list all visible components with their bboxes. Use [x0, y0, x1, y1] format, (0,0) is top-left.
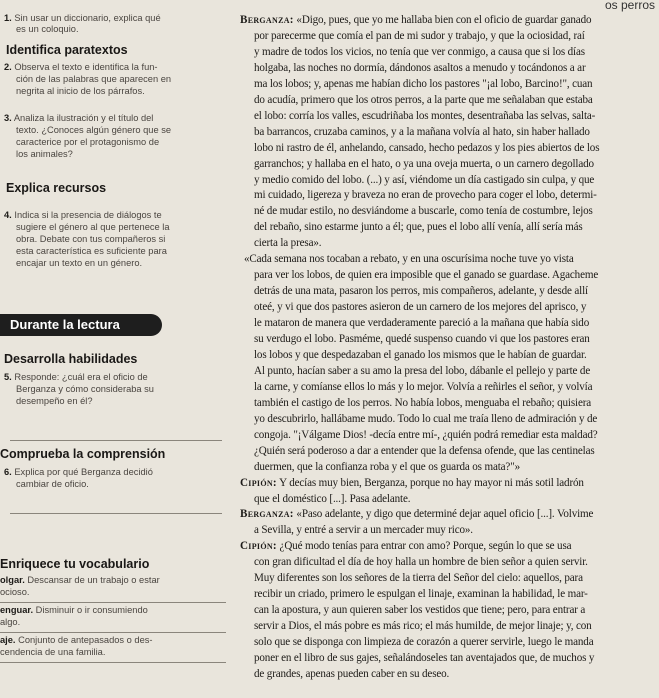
main-text — [232, 0, 659, 698]
vocab-term: olgar. — [0, 575, 25, 585]
running-head: os perros — [604, 0, 655, 12]
line-text: «Cada semana nos tocaban a rebato, y en una oscurísima noche tuve yo vista — [244, 253, 574, 266]
text-line — [254, 429, 598, 442]
text-line — [254, 524, 473, 537]
question-3-number: 3. — [4, 113, 12, 123]
vocab-def: Conjunto de antepasados o des- — [18, 635, 153, 645]
question-3 — [4, 113, 153, 124]
text-line — [254, 205, 593, 218]
text-line — [254, 333, 590, 346]
question-4-line-4: esta característica es suficiente para — [16, 246, 167, 256]
line-text: «Digo, pues, que yo me hallaba bien con el oficio de guardar ganado — [293, 14, 592, 26]
line-text: su verdugo el lobo. Pasméme, quedé suspenso cuando vi que los pastores eran — [254, 333, 590, 345]
text-line — [254, 317, 589, 330]
text-line — [254, 142, 599, 155]
line-text: duermen, que la confianza roba y el que os guarda os mata?"» — [254, 460, 520, 473]
question-1 — [4, 13, 161, 24]
text-line — [254, 381, 592, 394]
question-5-line-1: Responde: ¿cuál era el oficio de — [14, 372, 148, 382]
vocab-term: enguar. — [0, 605, 34, 615]
vocab-def: ocioso. — [0, 587, 30, 597]
vocab-divider — [0, 602, 226, 603]
line-text: detrás de una mata, pasaron los perros, mis compañeros, adelante, y desde allí — [254, 285, 588, 298]
question-3-line-3: caracterice por el protagonismo de — [16, 137, 160, 147]
line-text: también el castigo de los perros. No había lobos, menguaba el rebaño; quisiera — [254, 396, 592, 409]
sidebar — [0, 0, 232, 698]
question-5-line-3: desempeño en él? — [16, 396, 93, 406]
line-text: a Sevilla, y entré a servir a un mercader muy rico». — [254, 524, 473, 537]
text-line — [254, 572, 583, 585]
line-text: congoja. "¡Válgame Dios! -decía entre mí-, ¿quién podrá remediar esta maldad? — [254, 428, 598, 441]
line-text: la carne, y comíanse ellos lo más y lo mejor. Volvía a reñirles el señor, y volvía — [254, 380, 593, 393]
text-line — [254, 189, 597, 202]
text-line — [254, 62, 586, 75]
vocab-def: algo. — [0, 617, 21, 627]
question-3-line-4: los animales? — [16, 149, 73, 159]
line-text: el lobo: corría los valles, escudriñaba los montes, desentrañaba las selvas, salta- — [254, 109, 596, 122]
text-line — [254, 668, 449, 681]
text-line — [254, 285, 588, 298]
line-text: le mataron de manera que verdaderamente pareció a la mañana que había sido — [254, 317, 590, 330]
text-line — [254, 94, 593, 107]
text-line — [254, 221, 583, 234]
vocab-def: Disminuir o ir consumiendo — [35, 605, 148, 615]
question-1-line-1: Sin usar un diccionario, explica qué — [14, 13, 161, 23]
line-text: por parecerme que comía el pan de mi sudor y trabajo, y que la ociosidad, raí — [254, 29, 585, 42]
line-text: solo que se disponga con limpieza de corazón a querer servirle, luego le manda — [254, 636, 594, 649]
text-line — [254, 174, 594, 187]
question-4 — [4, 210, 162, 221]
line-text: recibir un criado, primero le espulgan el linaje, examinan la habilidad, le mar- — [254, 588, 588, 601]
line-text: y madre de todos los vicios, no tenía que ver conmigo, a causa que si los días — [254, 45, 585, 58]
question-2-line-1: Observa el texto e identifica la fun- — [14, 62, 158, 72]
question-5-line-2: Berganza y cómo consideraba su — [16, 384, 154, 394]
line-text: holgaba, las noches no dormía, dándonos asaltos a menudo y tocándonos a ar — [254, 61, 586, 74]
question-5-number: 5. — [4, 372, 12, 382]
text-line — [254, 46, 585, 59]
text-line — [254, 413, 597, 426]
text-line — [254, 110, 595, 123]
speaker-name: Berganza: — [240, 14, 294, 26]
vocab-def: Descansar de un trabajo o estar — [27, 575, 160, 585]
line-text: cierta la presa». — [254, 237, 322, 250]
line-text: ma los lobos; y, apenas me habían dicho los pastores "¡al lobo, Barcino!", cuan — [254, 77, 593, 90]
text-line — [254, 365, 590, 378]
vocab-term: aje. — [0, 635, 16, 645]
text-line — [254, 652, 594, 665]
line-text: los lobos y que despedazaban el ganado los mismos que le habían de guardar. — [254, 348, 587, 361]
text-line — [254, 397, 591, 410]
vocab-divider — [0, 632, 226, 633]
vocab-entry — [0, 575, 160, 586]
line-text: para ver los lobos, de quien era imposible que el ganado se guardase. Agacheme — [254, 269, 599, 282]
line-text: ¿Qué modo tenías para entrar con amo? Porque, según lo que se usa — [276, 540, 572, 553]
text-line — [254, 78, 592, 91]
speaker-name: Berganza: — [240, 508, 294, 521]
question-1-number: 1. — [4, 13, 12, 23]
line-text: mi cuidado, ligereza y braveza no eran de provecho para coger el lobo, determi- — [254, 189, 597, 202]
line-text: del rebaño, sino estarme junto a él; que, pues el lobo allí venía, allí sería más — [254, 221, 583, 234]
question-6-line-1: Explica por qué Berganza decidió — [14, 467, 153, 477]
text-line — [254, 620, 592, 633]
question-2 — [4, 62, 158, 73]
line-text: Y decías muy bien, Berganza, porque no hay mayor ni más sotil ladrón — [276, 476, 584, 489]
speaker-name: Cipión: — [240, 540, 277, 553]
question-4-line-3: obra. Debate con tus compañeros si — [16, 234, 166, 244]
vocab-def: cendencia de una familia. — [0, 647, 106, 657]
question-4-line-2: sugiere el género al que pertenece la — [16, 222, 170, 232]
line-text: poner en el libro de sus gajes, señalándoseles tan aventajados que, de muchos y — [254, 652, 595, 664]
comprueba-title: Comprueba la comprensión — [0, 447, 166, 461]
question-4-line-1: Indica si la presencia de diálogos te — [14, 210, 162, 220]
question-2-line-3: negrita al inicio de los párrafos. — [16, 86, 145, 96]
question-4-line-5: encajar un texto en un género. — [16, 258, 143, 268]
vocab-entry — [0, 635, 153, 646]
vocab-divider — [0, 662, 226, 663]
line-text: can la apostura, y aun quieren saber los vestidos que tiene; pero, para entrar a — [254, 604, 586, 617]
enriquece-title: Enriquece tu vocabulario — [0, 557, 150, 571]
text-line — [244, 253, 574, 266]
question-6 — [4, 467, 153, 478]
question-2-number: 2. — [4, 62, 12, 72]
line-text: «Paso adelante, y digo que determiné dejar aquel oficio [...]. Volvime — [293, 508, 594, 521]
line-text: ba barrancos, cruzaba caminos, y a la mañana volvía al hato, sin haber hallado — [254, 125, 590, 138]
question-6-line-2: cambiar de oficio. — [16, 479, 89, 489]
line-text: yo descubrirlo, hallábame mudo. Todo lo cual me traía lleno de admiración y de — [254, 412, 598, 425]
line-text: de grandes, apenas pueden caber en su deseo. — [254, 667, 450, 680]
line-text: né de mudar estilo, no desviándome a buscarle, como tenía de costumbre, lejos — [254, 205, 593, 218]
answer-line-5[interactable] — [10, 440, 222, 441]
line-text: con gran dificultad el día de hoy halla un hombre de bien señor a quien servir. — [254, 556, 588, 569]
text-line — [240, 477, 584, 490]
question-3-line-1: Analiza la ilustración y el título del — [13, 113, 154, 123]
line-text: lobo ni rastro de él, anhelando, cansado, hecho pedazos y los pies abiertos de los — [254, 141, 600, 154]
text-line — [254, 556, 588, 569]
identifica-title: Identifica paratextos — [6, 43, 128, 57]
speaker-name: Cipión: — [240, 476, 277, 489]
explica-title: Explica recursos — [6, 181, 107, 195]
durante-la-lectura-title: Durante la lectura — [10, 317, 120, 332]
line-text: y medio comido del lobo. (...) y así, viéndome un día castigado sin culpa, y que — [254, 173, 595, 186]
line-text: servir a Dios, el más pobre es más rico; el más humilde, de mejor linaje; y, con — [254, 620, 592, 633]
text-line — [254, 301, 586, 314]
text-line — [254, 269, 598, 282]
line-text: do acudía, primero que los otros perros, a la parte que me señalaban que estaba — [254, 93, 593, 106]
question-4-number: 4. — [4, 210, 12, 220]
text-line — [254, 237, 321, 250]
text-line — [254, 349, 587, 362]
text-line — [254, 604, 585, 617]
question-6-number: 6. — [4, 467, 12, 477]
text-line — [254, 126, 590, 139]
question-1-line-2: es un coloquio. — [16, 24, 79, 34]
line-text: garranchos; y hallaba en el hato, o ya una oveja muerta, o un carnero degollado — [254, 157, 594, 170]
answer-line-6[interactable] — [10, 513, 222, 514]
text-line — [254, 445, 595, 458]
question-3-line-2: texto. ¿Conoces algún género que se — [16, 125, 172, 135]
line-text: Al punto, hacían saber a su amo la presa del lobo, dábanle el pellejo y parte de — [254, 364, 591, 377]
line-text: ¿Quién será poderoso a dar a entender que la defensa ofende, que las centinelas — [254, 444, 595, 457]
text-line — [254, 30, 585, 43]
line-text: que el doméstico [...]. Pasa adelante. — [254, 492, 411, 505]
text-line — [254, 588, 588, 601]
text-line — [254, 636, 593, 649]
text-line — [240, 540, 571, 553]
text-line — [240, 508, 593, 521]
vocab-entry — [0, 605, 148, 616]
line-text: Muy diferentes son los señores de la tierra del Señor del cielo: aquellos, para — [254, 572, 583, 585]
text-line — [254, 158, 594, 171]
desarrolla-title: Desarrolla habilidades — [4, 352, 138, 366]
text-line — [254, 461, 520, 474]
durante-la-lectura-banner — [0, 314, 162, 336]
text-line — [240, 14, 591, 27]
line-text: oteé, y vi que dos pastores asieron de un carnero de los mejores del aprisco, y — [254, 301, 587, 314]
question-2-line-2: ción de las palabras que aparecen en — [16, 74, 172, 84]
question-5 — [4, 372, 148, 383]
text-line — [254, 493, 410, 506]
